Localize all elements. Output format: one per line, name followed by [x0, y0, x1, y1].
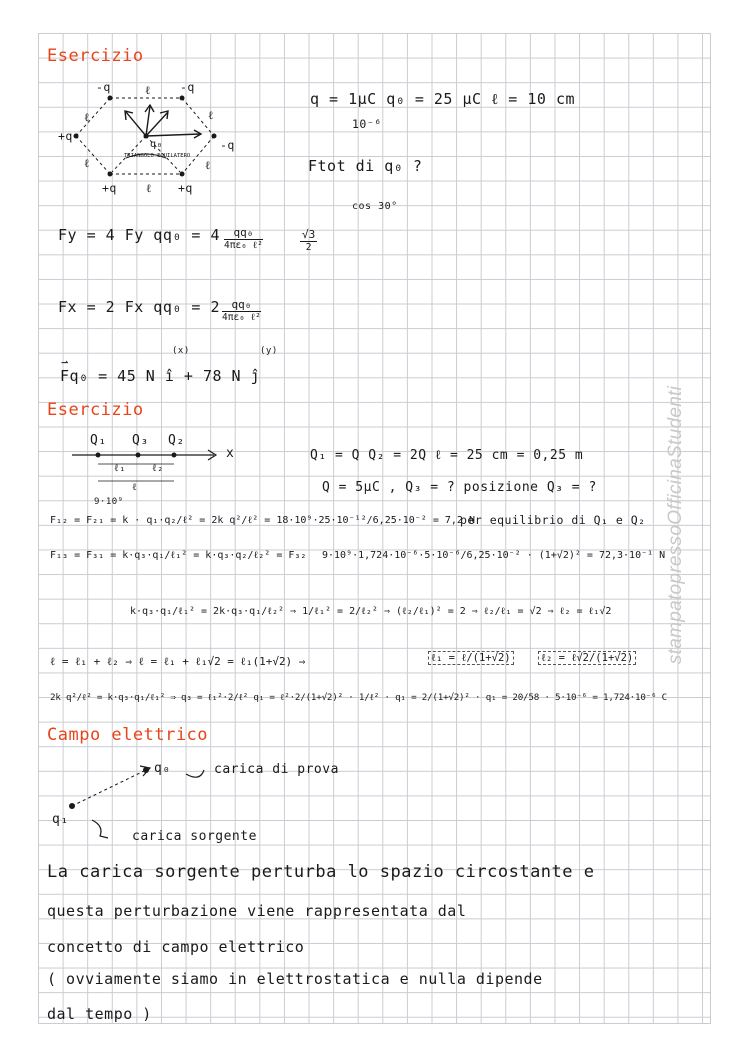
- equilibrium-note: per equilibrio di Q₁ e Q₂: [460, 513, 646, 527]
- charge-label: +q: [178, 181, 193, 195]
- heading-exercise-1: Esercizio: [47, 46, 144, 66]
- paragraph-line-1: La carica sorgente perturba lo spazio circostante e: [47, 862, 595, 882]
- side-label: ℓ: [205, 158, 212, 172]
- side-label: ℓ: [84, 110, 91, 124]
- side-label: ℓ: [208, 108, 215, 122]
- charge-label-q1: Q₁: [90, 433, 107, 448]
- watermark: stampatopressoOfficinaStudenti: [665, 385, 686, 665]
- side-label: ℓ: [145, 83, 152, 97]
- equation-q3: 2k q²/ℓ² = k·q₃·q₁/ℓ₁² ⇒ q₃ = ℓ₁²·2/ℓ² q₁ = ℓ²·2/(1+√2)² · 1/ℓ² · q₁ = 2/(1+√2)² · q₁ = 20/58 · 5·10⁻⁶ = 1,724·10⁻⁶ C: [50, 692, 667, 703]
- paragraph-line-4: ( ovviamente siamo in elettrostatica e nulla dipende: [47, 970, 543, 988]
- triangle-note: TRIANGOLO EQUILATERO: [124, 153, 191, 159]
- test-charge-text: carica di prova: [214, 762, 339, 777]
- boxed-l2: ℓ₂ = ℓ√2/(1+√2): [538, 652, 636, 664]
- heading-electric-field: Campo elettrico: [47, 725, 209, 745]
- equation-f13: F₁₃ = F₃₁ = k·q₃·q₁/ℓ₁² = k·q₃·q₂/ℓ₂² = F₃₂: [50, 550, 307, 561]
- x-mark: (x): [172, 346, 190, 356]
- question-2: Q = 5μC , Q₃ = ? posizione Q₃ = ?: [322, 480, 597, 495]
- equation-f13-result: 9·10⁹·1,724·10⁻⁶·5·10⁻⁶/6,25·10⁻² · (1+√2)² = 72,3·10⁻¹ N: [322, 550, 666, 561]
- center-charge-label: q₀: [150, 139, 164, 150]
- segment-total: ℓ: [132, 482, 138, 493]
- y-mark: (y): [260, 346, 278, 356]
- fy-sqrt-fraction: $\frac{√3}{2}$: [302, 228, 316, 253]
- side-label: ℓ: [84, 156, 91, 170]
- cos-note: cos 30°: [352, 201, 398, 212]
- equation-sum: ℓ = ℓ₁ + ℓ₂ ⇒ ℓ = ℓ₁ + ℓ₁√2 = ℓ₁(1+√2) ⇒: [50, 655, 306, 668]
- heading-exercise-2: Esercizio: [47, 400, 144, 420]
- paragraph-line-5: dal tempo ): [47, 1005, 152, 1023]
- boxed-l1: ℓ₁ = ℓ/(1+√2): [428, 652, 514, 664]
- fx-fraction: qq₀ 4πε₀ ℓ²: [222, 298, 261, 323]
- fx-equation: Fx = 2 Fx qq₀ = 2: [58, 298, 221, 316]
- axis-x-label: x: [226, 446, 235, 461]
- side-label: ℓ: [146, 181, 153, 195]
- equation-f12: F₁₂ = F₂₁ = k · q₁·q₂/ℓ² = 2k q²/ℓ² = 18·10⁹·25·10⁻¹²/6,25·10⁻² = 7,2 N: [50, 515, 475, 526]
- test-charge-label: q₀: [154, 761, 171, 776]
- given-values: q = 1μC q₀ = 25 μC ℓ = 10 cm: [310, 90, 576, 108]
- fq0-result: ⇀ Fq₀ = 45 N î + 78 N ĵ: [60, 367, 260, 385]
- source-charge-label: q₁: [52, 812, 69, 827]
- charge-label-q3: Q₃: [132, 433, 149, 448]
- paragraph-line-3: concetto di campo elettrico: [47, 938, 305, 956]
- segment-l1: ℓ₁: [114, 463, 126, 474]
- paragraph-line-2: questa perturbazione viene rappresentata dal: [47, 902, 467, 920]
- charge-label: +q: [102, 181, 117, 195]
- source-charge-text: carica sorgente: [132, 829, 257, 844]
- charge-label-q2: Q₂: [168, 433, 185, 448]
- fy-equation: Fy = 4 Fy qq₀ = 4: [58, 226, 221, 244]
- charge-label: -q: [220, 138, 235, 152]
- charge-label: -q: [180, 80, 195, 94]
- given-values-2: Q₁ = Q Q₂ = 2Q ℓ = 25 cm = 0,25 m: [310, 448, 584, 463]
- charge-label: -q: [96, 80, 111, 94]
- equation-ratio: k·q₃·q₁/ℓ₁² = 2k·q₃·q₁/ℓ₂² ⇒ 1/ℓ₁² = 2/ℓ₂² ⇒ (ℓ₂/ℓ₁)² = 2 ⇒ ℓ₂/ℓ₁ = √2 ⇒ ℓ₂ = ℓ₁√2: [130, 606, 612, 617]
- note-9e9: 9·10⁹: [94, 497, 124, 507]
- fy-fraction: qq₀ 4πε₀ ℓ²: [224, 226, 263, 251]
- given-exponent: 10⁻⁶: [352, 117, 382, 131]
- question: Ftot di q₀ ?: [308, 157, 423, 175]
- charge-label: +q: [58, 129, 73, 143]
- segment-l2: ℓ₂: [152, 463, 164, 474]
